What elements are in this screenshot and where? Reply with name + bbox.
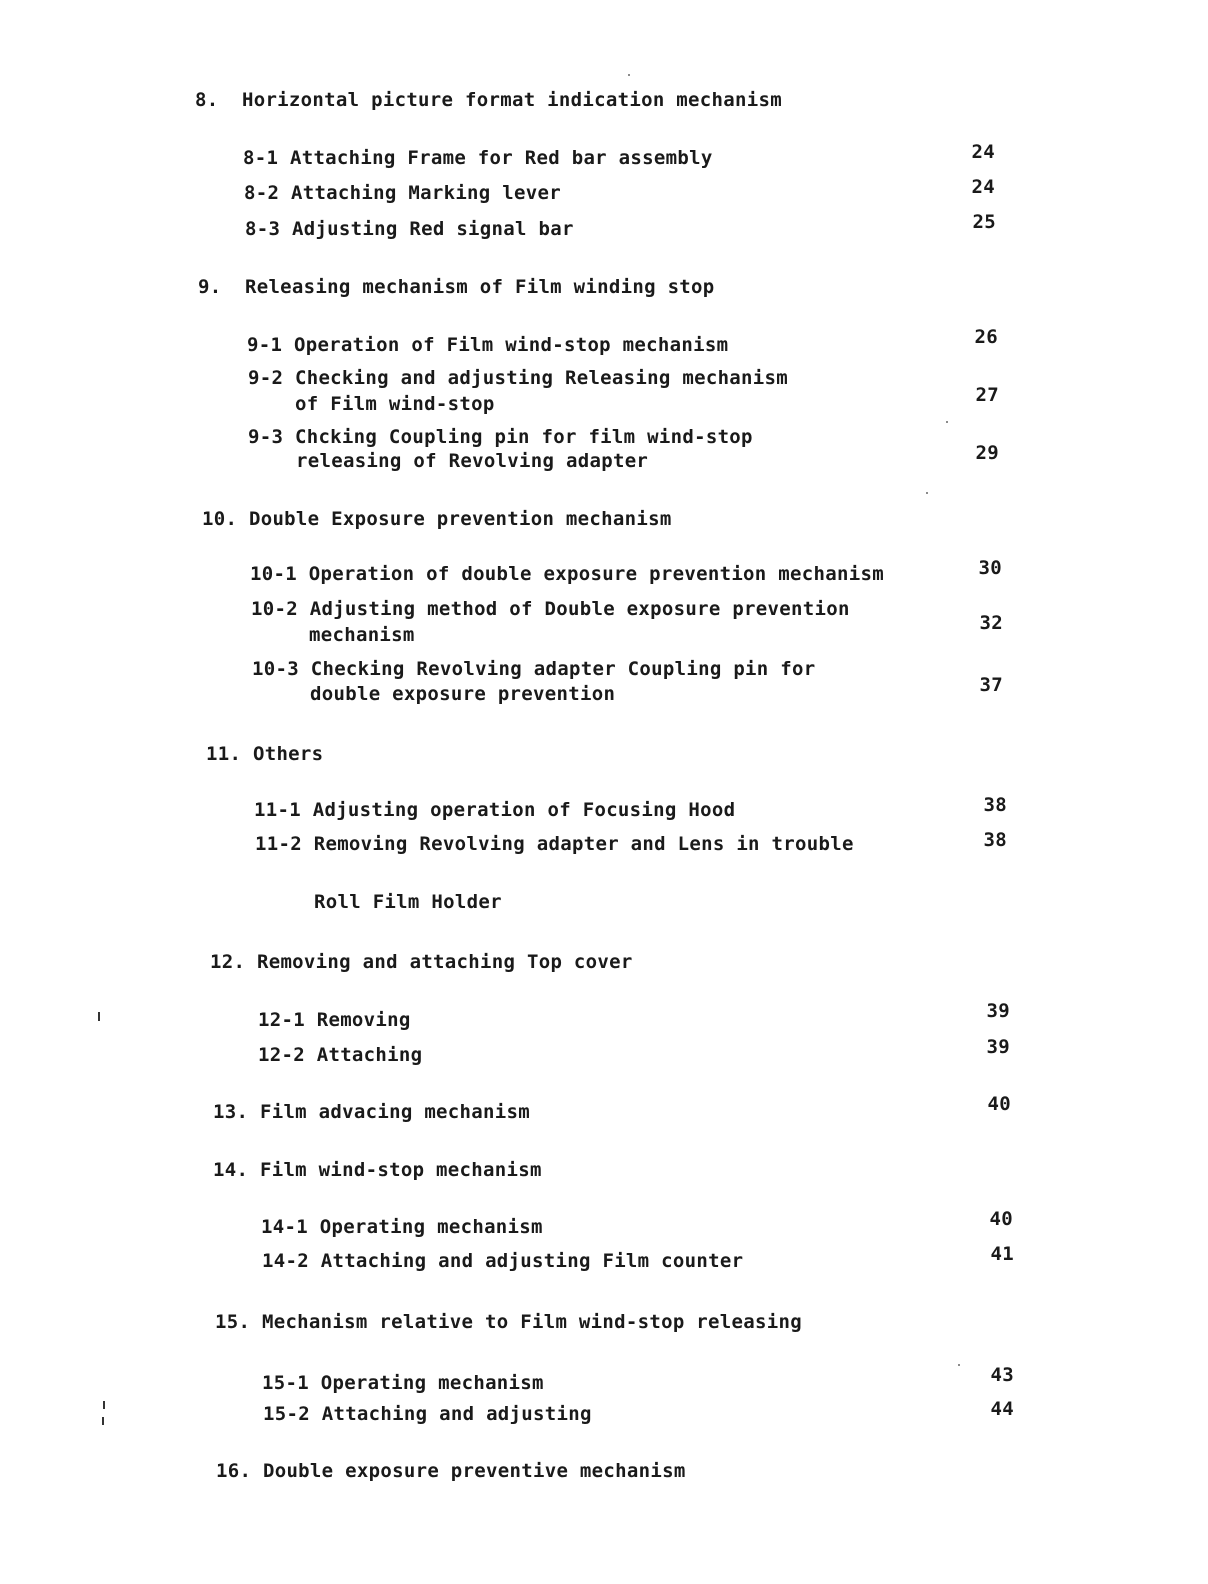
- entry-number: 10-3: [252, 658, 299, 680]
- toc-entry: [258, 1008, 411, 1032]
- entry-title: Adjusting operation of Focusing Hood: [312, 799, 736, 821]
- page-number: 30: [978, 557, 1002, 579]
- section-title: Double exposure preventive mechanism: [262, 1460, 686, 1482]
- scan-speck: [628, 74, 630, 76]
- page-number: 40: [987, 1093, 1011, 1115]
- section-number: 12.: [210, 951, 246, 973]
- page-number: 44: [990, 1398, 1014, 1420]
- entry-title: Removing: [316, 1009, 411, 1031]
- section-number: 15.: [215, 1311, 251, 1333]
- toc-entry: [255, 832, 854, 856]
- entry-number: 8-3: [245, 218, 281, 240]
- entry-number: 14-2: [262, 1250, 309, 1272]
- toc-entry-continuation: mechanism: [309, 624, 415, 646]
- entry-title: Attaching Marking lever: [290, 182, 561, 204]
- section-title: Releasing mechanism of Film winding stop: [244, 276, 715, 298]
- entry-title: Attaching and adjusting Film counter: [320, 1250, 744, 1272]
- entry-number: 9-3: [248, 426, 284, 448]
- toc-entry: [262, 1371, 544, 1395]
- page-number: 38: [983, 794, 1007, 816]
- toc-entry-continuation: of Film wind-stop: [295, 393, 495, 415]
- section-number: 13.: [213, 1101, 249, 1123]
- section-heading: [216, 1459, 686, 1483]
- toc-entry-continuation: double exposure prevention: [310, 683, 616, 705]
- entry-number: 10-2: [251, 598, 298, 620]
- entry-number: 8-1: [243, 147, 279, 169]
- section-heading: [202, 507, 672, 531]
- page-number: 27: [975, 384, 999, 406]
- margin-mark: [102, 1417, 104, 1425]
- toc-entry: [244, 181, 561, 205]
- entry-title: Attaching and adjusting: [321, 1403, 592, 1425]
- toc-entry: [258, 1043, 422, 1067]
- toc-entry: [262, 1249, 743, 1273]
- toc-entry: [248, 425, 753, 449]
- page-number: 29: [975, 442, 999, 464]
- entry-number: 15-1: [262, 1372, 309, 1394]
- toc-entry: [261, 1215, 543, 1239]
- section-number: 10.: [202, 508, 238, 530]
- toc-entry: [263, 1402, 592, 1426]
- section-number: 9.: [198, 276, 222, 298]
- page-number: 26: [974, 326, 998, 348]
- page-number: 39: [986, 1036, 1010, 1058]
- section-number: 14.: [213, 1159, 249, 1181]
- entry-number: 9-2: [248, 367, 284, 389]
- entry-number: 8-2: [244, 182, 280, 204]
- entry-title: Attaching Frame for Red bar assembly: [289, 147, 713, 169]
- page-number: 24: [971, 141, 995, 163]
- scan-speck: [958, 1364, 960, 1366]
- page-number: 40: [989, 1208, 1013, 1230]
- page-number: 39: [986, 1000, 1010, 1022]
- section-title: Horizontal picture format indication mechanism: [241, 89, 782, 111]
- entry-title: Chcking Coupling pin for film wind-stop: [294, 426, 753, 448]
- toc-entry-continuation: releasing of Revolving adapter: [296, 450, 649, 472]
- margin-mark: [103, 1401, 105, 1409]
- section-title: Mechanism relative to Film wind-stop releasing: [261, 1311, 802, 1333]
- toc-entry: [252, 657, 816, 681]
- entry-number: 12-2: [258, 1044, 305, 1066]
- entry-title: Attaching: [316, 1044, 423, 1066]
- page-number: 41: [990, 1243, 1014, 1265]
- toc-entry: [243, 146, 713, 170]
- page-number: 25: [972, 211, 996, 233]
- entry-number: 11-2: [255, 833, 302, 855]
- entry-title: Adjusting method of Double exposure prevention: [309, 598, 850, 620]
- toc-entry: [250, 562, 884, 586]
- entry-title: Operating mechanism: [320, 1372, 544, 1394]
- page-number: 37: [979, 674, 1003, 696]
- section-number: 16.: [216, 1460, 252, 1482]
- entry-title: Checking and adjusting Releasing mechanism: [294, 367, 789, 389]
- section-title: Others: [252, 743, 324, 765]
- entry-title: Operation of double exposure prevention mechanism: [308, 563, 884, 585]
- entry-number: 9-1: [247, 334, 283, 356]
- entry-number: 11-1: [254, 799, 301, 821]
- section-heading: [195, 88, 782, 112]
- section-title: Removing and attaching Top cover: [256, 951, 633, 973]
- section-heading: [215, 1310, 802, 1334]
- page-number: 24: [971, 176, 995, 198]
- section-heading: [213, 1100, 530, 1124]
- entry-number: 15-2: [263, 1403, 310, 1425]
- scan-speck: [946, 421, 948, 423]
- toc-entry: [247, 333, 728, 357]
- subheading: Roll Film Holder: [314, 891, 502, 913]
- entry-title: Checking Revolving adapter Coupling pin for: [310, 658, 816, 680]
- page-number: 43: [990, 1364, 1014, 1386]
- entry-title: Removing Revolving adapter and Lens in trouble: [313, 833, 854, 855]
- section-title: Film advacing mechanism: [259, 1101, 530, 1123]
- entry-number: 12-1: [258, 1009, 305, 1031]
- margin-mark: [98, 1012, 100, 1021]
- section-title: Double Exposure prevention mechanism: [248, 508, 672, 530]
- entry-title: Adjusting Red signal bar: [291, 218, 574, 240]
- section-title: Film wind-stop mechanism: [259, 1159, 542, 1181]
- toc-entry: [245, 217, 574, 241]
- scan-speck: [926, 492, 928, 494]
- page-number: 38: [983, 829, 1007, 851]
- entry-title: Operating mechanism: [319, 1216, 543, 1238]
- entry-title: Operation of Film wind-stop mechanism: [293, 334, 729, 356]
- section-heading: [213, 1158, 542, 1182]
- toc-entry: [248, 366, 788, 390]
- section-number: 11.: [206, 743, 242, 765]
- section-heading: [198, 275, 715, 299]
- section-number: 8.: [195, 89, 219, 111]
- section-heading: [210, 950, 633, 974]
- entry-number: 14-1: [261, 1216, 308, 1238]
- page-number: 32: [979, 612, 1003, 634]
- toc-entry: [254, 798, 735, 822]
- section-heading: [206, 742, 323, 766]
- entry-number: 10-1: [250, 563, 297, 585]
- toc-entry: [251, 597, 850, 621]
